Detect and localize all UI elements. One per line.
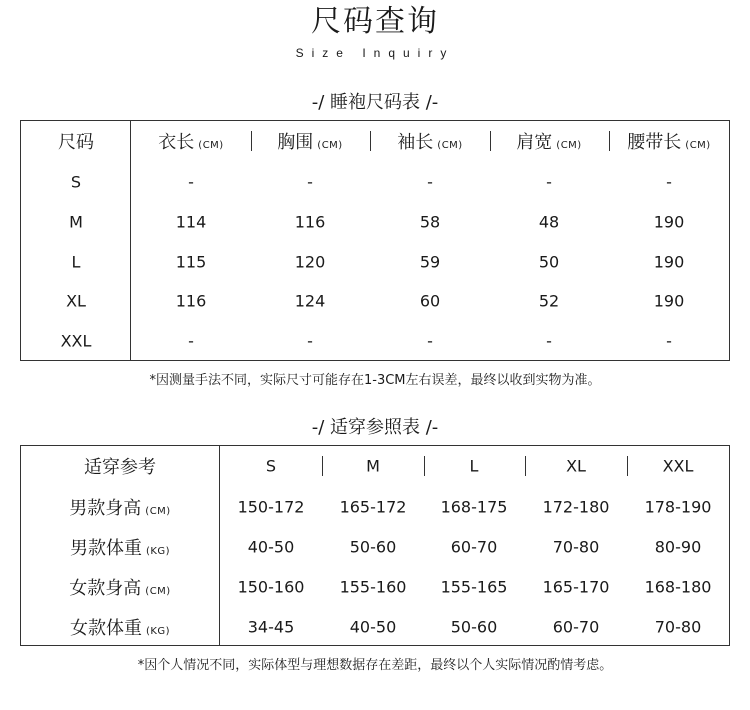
fit-value: 178-190 xyxy=(644,497,712,517)
page-subtitle: Size Inquiry xyxy=(295,46,455,60)
fit-value: 40-50 xyxy=(247,537,295,557)
size-label: M xyxy=(69,212,83,232)
fit-row-label-label: 女款体重 xyxy=(69,618,142,639)
fit-col-header: L xyxy=(469,456,479,476)
size-value: 50 xyxy=(538,252,560,272)
size-value: - xyxy=(546,331,552,351)
fit-row-label xyxy=(70,614,170,640)
fit-row-label-unit: (CM) xyxy=(145,586,171,597)
fit-reference-table xyxy=(20,445,730,646)
size-col-header-label: 袖长 xyxy=(397,132,434,153)
fit-row-label-unit: (KG) xyxy=(145,626,171,637)
size-value: 190 xyxy=(653,212,685,232)
size-label: XL xyxy=(66,291,86,311)
fit-value: 165-170 xyxy=(542,577,610,597)
table1-section-title: -/ 睡袍尺码表 /- xyxy=(311,92,439,113)
header-separator xyxy=(609,131,610,151)
size-value: 59 xyxy=(419,252,441,272)
size-col-header-label: 肩宽 xyxy=(516,132,553,153)
size-value: - xyxy=(307,331,313,351)
size-value: 58 xyxy=(419,212,441,232)
fit-table-divider xyxy=(219,446,220,645)
size-value: 124 xyxy=(294,291,326,311)
header-separator xyxy=(627,456,628,476)
fit-row-label xyxy=(69,494,170,520)
fit-row-label-label: 女款身高 xyxy=(69,578,142,599)
fit-row-label-label: 男款身高 xyxy=(69,498,142,519)
header-separator xyxy=(490,131,491,151)
size-col-header xyxy=(158,128,223,154)
size-col-header-label: 衣长 xyxy=(158,132,195,153)
fit-row-label-unit: (KG) xyxy=(145,546,171,557)
fit-col-header: M xyxy=(366,456,380,476)
size-label: L xyxy=(71,252,81,272)
size-value: 60 xyxy=(419,291,441,311)
size-col-header xyxy=(516,128,581,154)
size-col-header xyxy=(277,128,342,154)
size-value: - xyxy=(307,172,313,192)
fit-row-label-label: 男款体重 xyxy=(69,538,142,559)
fit-value: 70-80 xyxy=(552,537,600,557)
size-value: - xyxy=(188,331,194,351)
size-value: 114 xyxy=(175,212,207,232)
page-title: 尺码查询 xyxy=(311,4,439,39)
size-value: - xyxy=(427,172,433,192)
size-value: 116 xyxy=(294,212,326,232)
fit-value: 80-90 xyxy=(654,537,702,557)
size-value: - xyxy=(666,331,672,351)
header-separator xyxy=(251,131,252,151)
size-value: 48 xyxy=(538,212,560,232)
fit-value: 165-172 xyxy=(339,497,407,517)
size-col-header-label: 腰带长 xyxy=(627,132,682,153)
size-value: - xyxy=(188,172,194,192)
fit-value: 60-70 xyxy=(450,537,498,557)
fit-value: 70-80 xyxy=(654,617,702,637)
header-separator xyxy=(525,456,526,476)
size-col-header-unit: (CM) xyxy=(685,140,711,151)
fit-col-header: XL xyxy=(566,456,586,476)
fit-value: 155-160 xyxy=(339,577,407,597)
fit-table-note: *因个人情况不同，实际体型与理想数据存在差距，最终以个人实际情况酌情考虑。 xyxy=(137,658,613,673)
size-col-header-unit: (CM) xyxy=(437,140,463,151)
fit-row-label-unit: (CM) xyxy=(145,506,171,517)
fit-value: 172-180 xyxy=(542,497,610,517)
fit-row-label xyxy=(69,574,170,600)
size-label: XXL xyxy=(60,331,92,351)
table2-section-title: -/ 适穿参照表 /- xyxy=(311,417,439,438)
fit-value: 40-50 xyxy=(349,617,397,637)
size-col-header-unit: (CM) xyxy=(556,140,582,151)
size-value: - xyxy=(427,331,433,351)
size-value: 115 xyxy=(175,252,207,272)
size-col-header xyxy=(397,128,462,154)
fit-value: 168-180 xyxy=(644,577,712,597)
fit-value: 50-60 xyxy=(349,537,397,557)
size-value: 190 xyxy=(653,252,685,272)
fit-value: 60-70 xyxy=(552,617,600,637)
fit-row-label xyxy=(70,534,170,560)
size-value: - xyxy=(546,172,552,192)
size-value: 116 xyxy=(175,291,207,311)
fit-header: 适穿参考 xyxy=(84,457,156,478)
size-label: S xyxy=(70,172,82,192)
size-col-header-label: 胸围 xyxy=(277,132,314,153)
fit-col-header: XXL xyxy=(662,456,694,476)
header-separator xyxy=(370,131,371,151)
fit-value: 50-60 xyxy=(450,617,498,637)
size-table-note: *因测量手法不同，实际尺寸可能存在1-3CM左右误差，最终以收到实物为准。 xyxy=(149,373,601,388)
header-separator xyxy=(322,456,323,476)
size-col-header-unit: (CM) xyxy=(198,140,224,151)
fit-value: 34-45 xyxy=(247,617,295,637)
fit-value: 155-165 xyxy=(440,577,508,597)
size-value: 120 xyxy=(294,252,326,272)
size-col-header xyxy=(627,128,710,154)
size-table-divider xyxy=(130,121,131,360)
size-table xyxy=(20,120,730,361)
fit-value: 168-175 xyxy=(440,497,508,517)
size-header: 尺码 xyxy=(58,132,94,153)
size-value: 190 xyxy=(653,291,685,311)
size-value: - xyxy=(666,172,672,192)
fit-value: 150-160 xyxy=(237,577,305,597)
header-separator xyxy=(424,456,425,476)
size-value: 52 xyxy=(538,291,560,311)
fit-value: 150-172 xyxy=(237,497,305,517)
size-col-header-unit: (CM) xyxy=(317,140,343,151)
fit-col-header: S xyxy=(265,456,277,476)
